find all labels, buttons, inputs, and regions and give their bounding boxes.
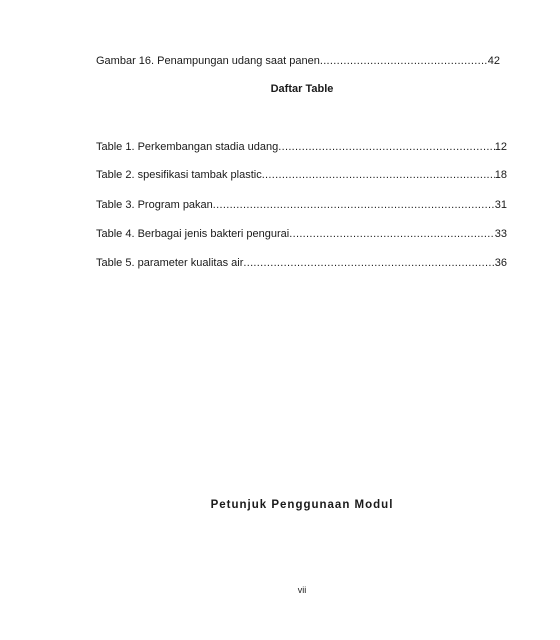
toc-entry-label: Table 5. parameter kualitas air: [96, 257, 244, 269]
toc-entry-page-number: 31: [494, 199, 507, 211]
toc-leader-dots: [243, 257, 494, 270]
toc-leader-dots: [278, 141, 495, 154]
toc-entry-label: Table 4. Berbagai jenis bakteri pengurai: [96, 228, 290, 240]
toc-entry-table-5: [96, 257, 507, 270]
toc-entry-label: Gambar 16. Penampungan udang saat panen: [96, 55, 320, 67]
toc-entry-page-number: 42: [487, 55, 500, 67]
toc-entry-page-number: 12: [494, 141, 507, 153]
toc-entry-table-1: [96, 141, 507, 154]
toc-entry-label: Table 3. Program pakan: [96, 199, 213, 211]
toc-entry-table-2: [96, 169, 507, 182]
toc-leader-dots: [320, 55, 488, 68]
toc-entry-table-3: [96, 199, 507, 212]
toc-entry-label: Table 2. spesifikasi tambak plastic: [96, 169, 262, 181]
toc-entry-page-number: 33: [494, 228, 507, 240]
toc-leader-dots: [289, 228, 495, 241]
page-number-footer: vii: [297, 585, 307, 595]
section-heading-daftar-table: Daftar Table: [270, 83, 334, 95]
toc-leader-dots: [213, 199, 495, 212]
toc-entry-label: Table 1. Perkembangan stadia udang: [96, 141, 279, 153]
toc-leader-dots: [262, 169, 495, 182]
toc-entry-table-4: [96, 228, 507, 241]
section-heading-petunjuk: Petunjuk Penggunaan Modul: [210, 499, 394, 511]
toc-entry-page-number: 36: [494, 257, 507, 269]
toc-entry-gambar-16: [96, 55, 500, 68]
toc-entry-page-number: 18: [494, 169, 507, 181]
